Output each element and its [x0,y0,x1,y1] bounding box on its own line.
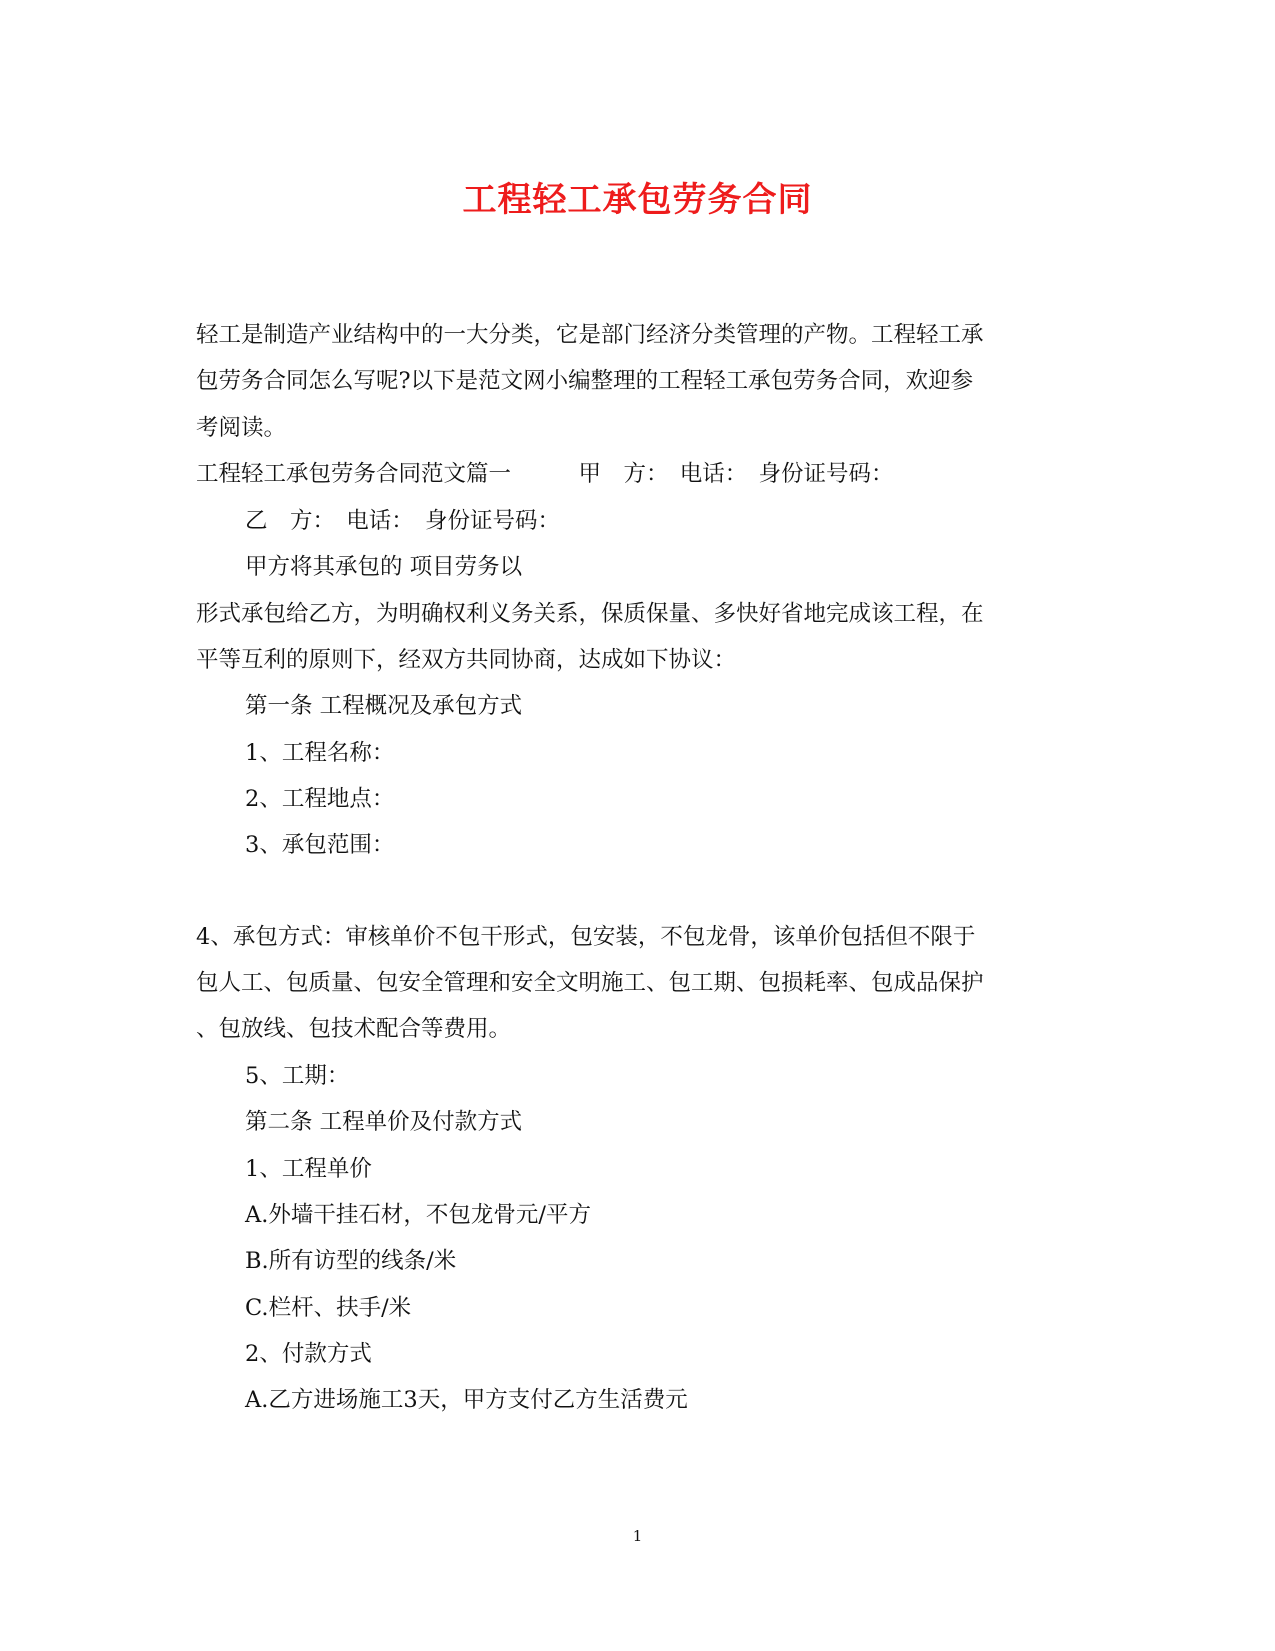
item-4-line-3: 、包放线、包技术配合等费用。 [196,1016,512,1042]
article-1-item-1: 1、工程名称： [245,740,395,766]
paragraph-line-2: 形式承包给乙方，为明确权利义务关系，保质保量、多快好省地完成该工程，在 [196,601,984,627]
paragraph-line-1: 甲方将其承包的 项目劳务以 [245,554,523,580]
article-2-line-3: B.所有访型的线条/米 [245,1248,457,1274]
paragraph-line-3: 平等互利的原则下，经双方共同协商，达成如下协议： [196,647,737,673]
article-2-line-5: 2、付款方式 [245,1341,372,1367]
article-1-title: 第一条 工程概况及承包方式 [245,693,523,719]
item-4-line-2: 包人工、包质量、包安全管理和安全文明施工、包工期、包损耗率、包成品保护 [196,970,984,996]
article-2-line-6: A.乙方进场施工3天，甲方支付乙方生活费元 [245,1387,688,1413]
article-2-title: 第二条 工程单价及付款方式 [245,1109,523,1135]
article-2-line-4: C.栏杆、扶手/米 [245,1295,412,1321]
intro-line-2: 包劳务合同怎么写呢?以下是范文网小编整理的工程轻工承包劳务合同，欢迎参 [196,368,974,394]
item-5-line: 5、工期： [245,1063,350,1089]
article-2-line-2: A.外墙干挂石材，不包龙骨元/平方 [245,1202,591,1228]
page-number: 1 [632,1527,643,1545]
party-b-line: 乙 方： 电话： 身份证号码： [245,508,561,534]
article-2-line-1: 1、工程单价 [245,1156,372,1182]
document-title: 工程轻工承包劳务合同 [462,180,813,220]
intro-line-3: 考阅读。 [196,415,287,441]
intro-line-1: 轻工是制造产业结构中的一大分类，它是部门经济分类管理的产物。工程轻工承 [196,322,984,348]
item-4-line-1: 4、承包方式：审核单价不包干形式，包安装，不包龙骨，该单价包括但不限于 [196,924,976,950]
article-1-item-2: 2、工程地点： [245,786,395,812]
article-1-item-3: 3、承包范围： [245,832,395,858]
contract-heading-line: 工程轻工承包劳务合同范文篇一 甲 方： 电话： 身份证号码： [196,461,894,487]
